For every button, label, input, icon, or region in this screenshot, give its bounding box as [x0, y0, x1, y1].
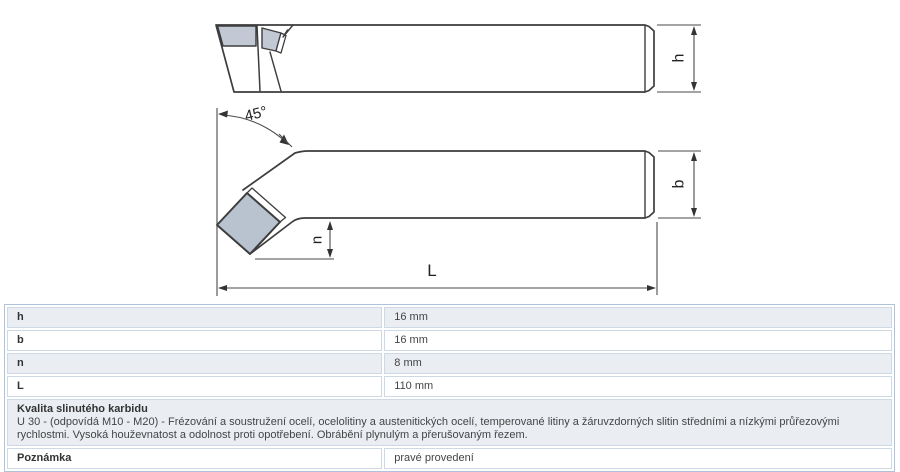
note-value-cell: pravé provedení	[384, 448, 892, 469]
plan-view-outline	[243, 151, 654, 254]
carbide-quality-description: U 30 - (odpovídá M10 - M20) - Frézování a soustružení ocelí, ocelolitiny a austenitických ocelí, temperované litiny a žáruvzdorných slitin středními a nízkými průřezovými rychlostmi. Vysoká houževnatost a odolnost proti opotřebení. Obrábění plynulým a přerušovaným řezem.	[17, 416, 840, 441]
dimension-value-cell: 16 mm	[384, 307, 892, 328]
table-row-b	[7, 330, 892, 351]
dim-n-arrow-up	[327, 221, 333, 230]
table-row-note	[7, 448, 892, 469]
dim-label-b: b	[670, 179, 688, 189]
carbide-quality-title: Kvalita slinutého karbidu	[17, 403, 148, 415]
dim-label-h: h	[670, 53, 688, 63]
dim-h-arrow-down	[691, 82, 697, 91]
table-row-L	[7, 376, 892, 397]
dimension-label-cell: b	[7, 330, 382, 351]
dim-b-arrow-down	[691, 208, 697, 217]
dim-n-arrow-down	[327, 249, 333, 258]
angle-label: 45°	[242, 103, 270, 125]
dim-b-arrow-up	[691, 152, 697, 161]
table-row-h	[7, 307, 892, 328]
dimension-label-cell: L	[7, 376, 382, 397]
dimension-b	[658, 151, 701, 218]
angle-arrow-left	[218, 111, 228, 118]
carbide-quality-cell	[7, 399, 892, 446]
table-row-carbide-quality	[7, 399, 892, 446]
side-view-insert	[218, 26, 257, 46]
dim-L-arrow-right	[647, 285, 656, 291]
table-row-n	[7, 353, 892, 374]
dimension-value-cell: 16 mm	[384, 330, 892, 351]
dimension-value-cell: 110 mm	[384, 376, 892, 397]
plan-view	[217, 151, 654, 254]
dim-label-n: n	[308, 235, 326, 245]
dimensions-table	[4, 304, 895, 472]
dimension-value-cell: 8 mm	[384, 353, 892, 374]
dim-L-arrow-left	[218, 285, 227, 291]
side-view	[216, 25, 654, 92]
dimension-label-cell: h	[7, 307, 382, 328]
dim-h-arrow-up	[691, 26, 697, 35]
dim-label-L: L	[427, 261, 437, 280]
note-label-cell: Poznámka	[7, 448, 382, 469]
dimension-h	[657, 25, 701, 92]
dimension-label-cell: n	[7, 353, 382, 374]
